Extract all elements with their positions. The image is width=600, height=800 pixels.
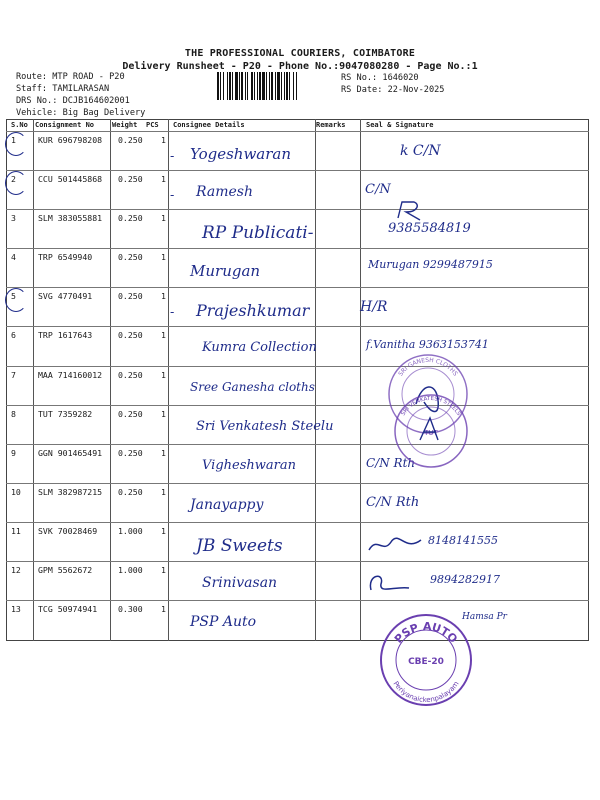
consignment-number: TRP 1617643: [38, 330, 93, 340]
stamp3-text: SRI VENKATESH STEELS: [400, 395, 462, 417]
stamp1-place: Periyanaickenpalayam: [391, 679, 461, 705]
tick-mark-circle: [5, 132, 27, 156]
consignment-number: SVG 4770491: [38, 291, 93, 301]
tick-mark-circle: [5, 171, 27, 195]
row-divider: [6, 444, 589, 445]
page-title: THE PROFESSIONAL COURIERS, COIMBATORE: [184, 48, 416, 59]
svg-text:Periyanaickenpalayam: [391, 680, 460, 704]
consignment-number: SLM 383055881: [38, 213, 103, 223]
consignment-number: CCU 501445868: [38, 174, 103, 184]
row-divider: [6, 522, 589, 523]
seal-signature-handwritten: f.Vanitha 9363153741: [366, 338, 489, 351]
consignee-handwritten: Vigheshwaran: [202, 458, 296, 473]
weight-value: 0.250: [118, 291, 143, 301]
row-divider: [6, 170, 589, 171]
consignee-handwritten: Sree Ganesha cloths: [190, 380, 315, 394]
remarks-mark: -: [170, 149, 175, 163]
weight-value: 0.250: [118, 448, 143, 458]
col-remarks-header: Remarks: [316, 121, 346, 129]
consignment-number: TCG 50974941: [38, 604, 98, 614]
consignee-handwritten: Ramesh: [196, 184, 253, 200]
col-sno-header: S.No: [11, 121, 28, 129]
serial-number: 12: [11, 565, 21, 575]
row-divider: [6, 248, 589, 249]
row-divider: [6, 209, 589, 210]
column-divider: [315, 119, 316, 641]
consignment-number: GGN 901465491: [38, 448, 103, 458]
weight-value: 1.000: [118, 565, 143, 575]
seal-signature-handwritten: C/N Rth: [366, 456, 416, 470]
seal-signature-handwritten: Murugan 9299487915: [368, 258, 493, 271]
weight-value: 0.300: [118, 604, 143, 614]
rs-no-label: RS No.: 1646020: [341, 73, 419, 83]
weight-value: 0.250: [118, 409, 143, 419]
consignee-handwritten: RP Publicati-: [202, 223, 314, 243]
column-divider: [33, 119, 34, 641]
pieces-count: 1: [161, 448, 166, 458]
serial-number: 7: [11, 370, 16, 380]
serial-number: 6: [11, 330, 16, 340]
column-divider: [360, 119, 361, 641]
consignee-handwritten: Murugan: [190, 262, 261, 280]
remarks-mark: -: [170, 188, 175, 202]
serial-number: 10: [11, 487, 21, 497]
consignment-number: TRP 6549940: [38, 252, 93, 262]
pieces-count: 1: [161, 487, 166, 497]
consignment-number: TUT 7359282: [38, 409, 93, 419]
serial-number: 4: [11, 252, 16, 262]
column-divider: [168, 119, 169, 641]
pieces-count: 1: [161, 330, 166, 340]
serial-number: 8: [11, 409, 16, 419]
psp-auto-stamp: [378, 612, 474, 708]
pieces-count: 1: [161, 174, 166, 184]
seal-signature-handwritten: C/N: [365, 182, 391, 197]
col-weight-header: Weight: [112, 121, 138, 129]
rs-date-label: RS Date: 22-Nov-2025: [341, 85, 445, 95]
serial-number: 5: [11, 291, 16, 301]
pieces-count: 1: [161, 409, 166, 419]
consignee-handwritten: Sri Venkatesh Steelu: [196, 419, 334, 434]
row-divider: [6, 287, 589, 288]
weight-value: 1.000: [118, 526, 143, 536]
stamp3-sub: TUT: [424, 429, 438, 437]
staff-label: Staff: TAMILARASAN: [16, 84, 110, 94]
seal-signature-handwritten: Hamsa Pr: [462, 612, 507, 622]
seal-signature-handwritten: 9385584819: [388, 221, 471, 236]
consignee-handwritten: Janayappy: [190, 497, 264, 513]
consignment-number: KUR 696798208: [38, 135, 103, 145]
weight-value: 0.250: [118, 213, 143, 223]
drs-label: DRS No.: DCJB164602001: [16, 96, 130, 106]
consignee-handwritten: Yogeshwaran: [190, 145, 292, 163]
serial-number: 1: [11, 135, 16, 145]
row-divider: [6, 600, 589, 601]
pieces-count: 1: [161, 604, 166, 614]
serial-number: 9: [11, 448, 16, 458]
page-subtitle: Delivery Runsheet - P20 - Phone No.:9047080280 - Page No.:1: [122, 61, 478, 72]
venkatesh-steels-stamp: [392, 392, 470, 470]
col-pcs-header: PCS: [146, 121, 159, 129]
svg-text:SRI GANESH CLOTHS: [397, 357, 459, 378]
consignment-number: SLM 382987215: [38, 487, 103, 497]
row-divider: [6, 483, 589, 484]
seal-signature-handwritten: 8148141555: [428, 534, 498, 547]
row-divider: [6, 561, 589, 562]
consignment-number: GPM 5562672: [38, 565, 93, 575]
svg-text:PSP AUTO: [392, 620, 460, 646]
pieces-count: 1: [161, 252, 166, 262]
seal-signature-handwritten: k C/N: [400, 143, 441, 159]
serial-number: 3: [11, 213, 16, 223]
weight-value: 0.250: [118, 252, 143, 262]
signature-row-12: [365, 568, 415, 598]
row-divider: [6, 405, 589, 406]
row-divider: [6, 326, 589, 327]
table-header-row: [6, 119, 589, 131]
row-divider: [6, 131, 589, 132]
column-divider: [110, 119, 111, 641]
barcode: [217, 72, 338, 100]
col-seal-header: Seal & Signature: [366, 121, 434, 129]
pieces-count: 1: [161, 291, 166, 301]
col-consignment-header: Consignment No: [35, 121, 95, 129]
seal-signature-handwritten: 9894282917: [430, 573, 500, 586]
consignment-number: MAA 714160012: [38, 370, 103, 380]
row-divider: [6, 366, 589, 367]
weight-value: 0.250: [118, 330, 143, 340]
stamp1-name: PSP AUTO: [391, 619, 460, 646]
weight-value: 0.250: [118, 135, 143, 145]
route-label: Route: MTP ROAD - P20: [16, 72, 125, 82]
pieces-count: 1: [161, 565, 166, 575]
seal-signature-handwritten: C/N Rth: [366, 495, 420, 510]
pieces-count: 1: [161, 213, 166, 223]
stamp2-text: SRI GANESH CLOTHS: [397, 356, 459, 378]
pieces-count: 1: [161, 370, 166, 380]
signature-row-3: [390, 198, 430, 222]
stamp1-code: CBE-20: [408, 657, 444, 667]
pieces-count: 1: [161, 526, 166, 536]
pieces-count: 1: [161, 135, 166, 145]
serial-number: 11: [11, 526, 21, 536]
col-consignee-header: Consignee Details: [173, 121, 245, 129]
consignee-handwritten: JB Sweets: [196, 536, 283, 556]
consignee-handwritten: PSP Auto: [190, 614, 257, 630]
seal-signature-handwritten: H/R: [360, 299, 388, 315]
remarks-mark: -: [170, 305, 175, 319]
serial-number: 13: [11, 604, 21, 614]
weight-value: 0.250: [118, 174, 143, 184]
weight-value: 0.250: [118, 370, 143, 380]
serial-number: 2: [11, 174, 16, 184]
signature-row-11: [365, 534, 425, 558]
consignee-handwritten: Kumra Collection: [202, 340, 317, 355]
weight-value: 0.250: [118, 487, 143, 497]
vehicle-label: Vehicle: Big Bag Delivery: [16, 108, 146, 118]
consignment-number: SVK 70028469: [38, 526, 98, 536]
tick-mark-circle: [5, 288, 27, 312]
consignee-handwritten: Prajeshkumar: [196, 301, 310, 320]
consignee-handwritten: Srinivasan: [202, 575, 278, 591]
